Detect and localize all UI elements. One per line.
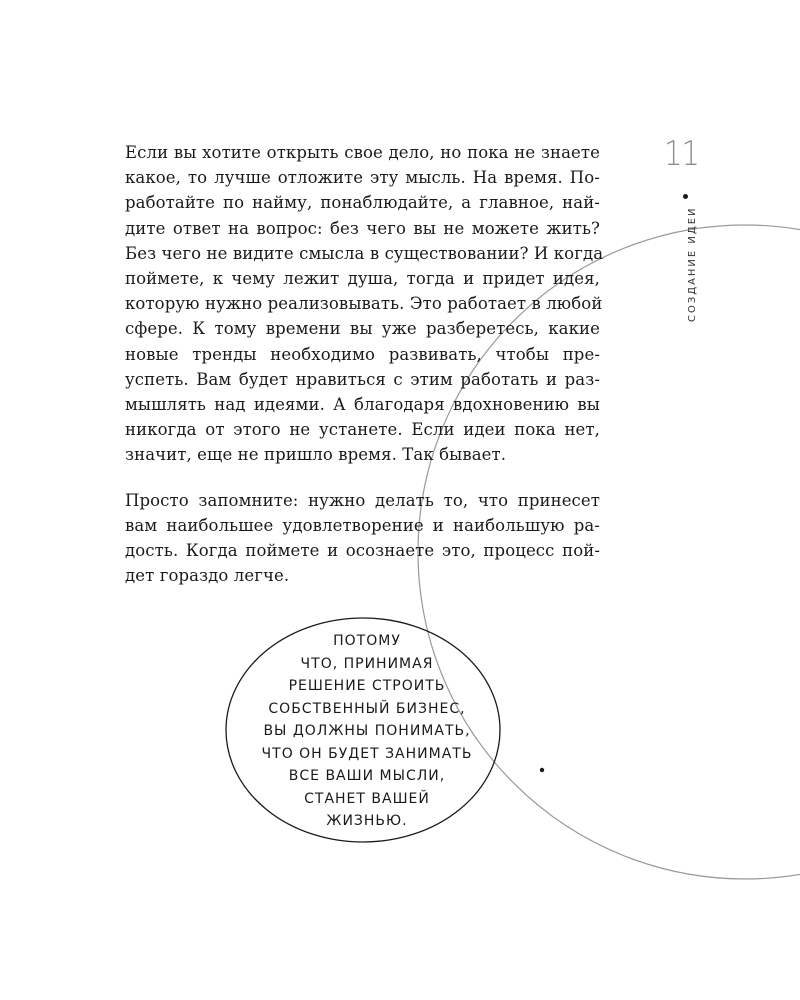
text-line: дите ответ на вопрос: без чего вы не можете жить?: [125, 218, 600, 238]
text-line: работайте по найму, понаблюдайте, а главное, най-: [125, 193, 600, 213]
paragraph-1: [125, 140, 604, 468]
text-line: Просто запомните: нужно делать то, что принесет: [125, 490, 600, 510]
quote-line: СОБСТВЕННЫЙ БИЗНЕС,: [268, 700, 466, 717]
text-line: Без чего не видите смысла в существовании? И когда: [125, 243, 604, 263]
quote-line: СТАНЕТ ВАШЕЙ: [304, 790, 430, 807]
section-title: СОЗДАНИЕ ИДЕИ: [687, 206, 698, 322]
text-line: никогда от этого не устанете. Если идеи пока нет,: [125, 420, 600, 440]
orbit-dot-icon: [540, 768, 544, 772]
page-number: 11: [664, 134, 700, 174]
body-text: [125, 140, 604, 588]
quote-line: ЧТО ОН БУДЕТ ЗАНИМАТЬ: [261, 745, 473, 762]
text-line: поймете, к чему лежит душа, тогда и придет идея,: [125, 269, 600, 289]
section-dot-icon: [683, 194, 688, 199]
pull-quote: [232, 630, 502, 833]
quote-line: РЕШЕНИЕ СТРОИТЬ: [288, 678, 446, 694]
quote-line: ВЫ ДОЛЖНЫ ПОНИМАТЬ,: [263, 723, 471, 739]
text-line: значит, еще не пришло время. Так бывает.: [125, 445, 507, 465]
text-line: дет гораздо легче.: [125, 566, 290, 586]
text-line: мышлять над идеями. А благодаря вдохновению вы: [125, 395, 600, 415]
text-line: успеть. Вам будет нравиться с этим работать и раз-: [125, 369, 600, 389]
quote-line: ЖИЗНЬЮ.: [326, 813, 408, 829]
text-line: вам наибольшее удовлетворение и наибольшую ра-: [125, 515, 600, 535]
paragraph-2: [125, 488, 600, 589]
text-line: которую нужно реализовывать. Это работает в любой: [125, 294, 603, 314]
quote-line: ЧТО, ПРИНИМАЯ: [300, 655, 434, 672]
text-line: какое, то лучше отложите эту мысль. На время. По-: [125, 168, 600, 188]
quote-line: ВСЕ ВАШИ МЫСЛИ,: [288, 768, 446, 784]
text-line: Если вы хотите открыть свое дело, но пока не знаете: [125, 143, 600, 162]
text-line: сфере. К тому времени вы уже разберетесь, какие: [125, 319, 600, 339]
quote-line: ПОТОМУ: [333, 633, 401, 649]
text-line: новые тренды необходимо развивать, чтобы пре-: [125, 344, 600, 364]
text-line: дость. Когда поймете и осознаете это, процесс пой-: [125, 541, 600, 561]
